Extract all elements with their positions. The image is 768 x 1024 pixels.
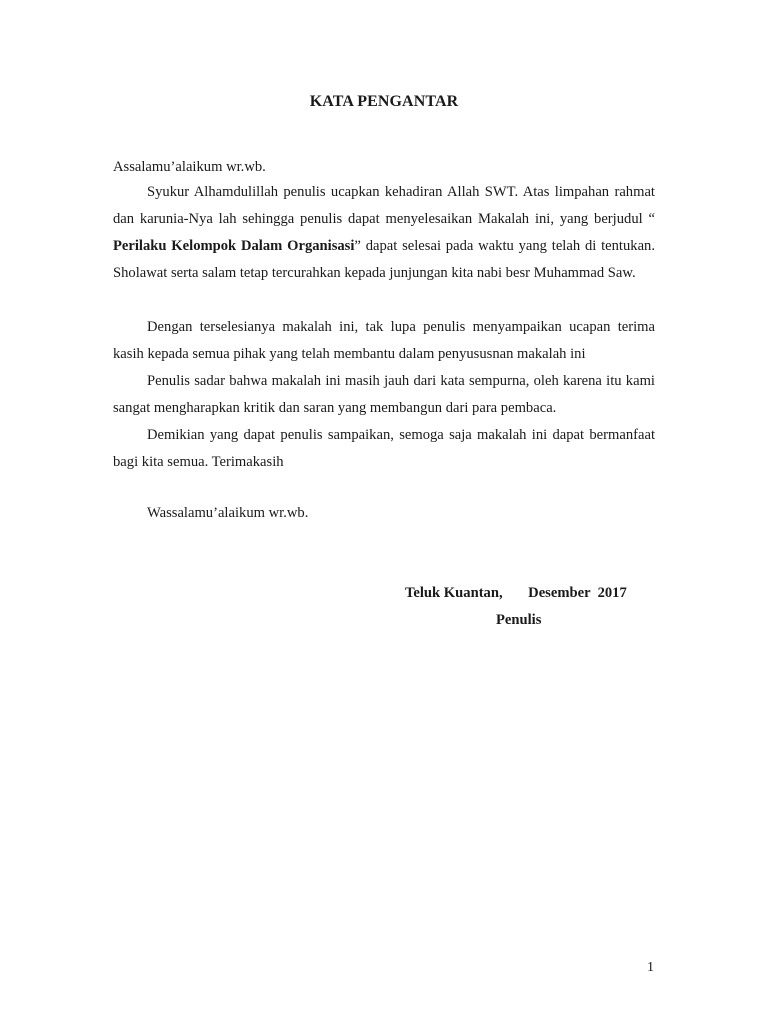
page-title: KATA PENGANTAR (309, 93, 459, 110)
paragraph-feedback-text: Penulis sadar bahwa makalah ini masih jauh dari kata sempurna, oleh karena itu kami sangat mengharapkan kritik dan saran yang membangun dari para pembaca. (113, 373, 655, 416)
page-number: 1 (647, 960, 654, 975)
place-and-date: Teluk Kuantan, Desember 2017 (405, 585, 627, 601)
paragraph-thanks-text: Dengan terselesianya makalah ini, tak lupa penulis menyampaikan ucapan terima kasih kepada semua pihak yang telah membantu dalam penyususnan makalah ini (113, 319, 655, 362)
paragraph-gratitude (113, 179, 655, 287)
paragraph-closing-text: Demikian yang dapat penulis sampaikan, semoga saja makalah ini dapat bermanfaat bagi kita semua. Terimakasih (113, 427, 655, 470)
paragraph-gratitude-text-start: Syukur Alhamdulillah penulis ucapkan kehadiran Allah SWT. Atas limpahan rahmat dan karunia-Nya lah sehingga penulis dapat menyelesaikan Makalah ini, yang berjudul “ (113, 184, 655, 227)
author-signature-label: Penulis (496, 612, 542, 628)
paper-title-bold: Perilaku Kelompok Dalam Organisasi (113, 238, 355, 254)
paragraph-gratitude-text-end: ” dapat selesai pada waktu yang telah di tentukan. Sholawat serta salam tetap tercurahkan kepada junjungan kita nabi besr Muhammad Saw. (113, 238, 655, 281)
paragraph-closing (113, 422, 655, 476)
paragraph-thanks (113, 314, 655, 368)
paragraph-feedback (113, 368, 655, 422)
closing-greeting: Wassalamu’alaikum wr.wb. (147, 505, 309, 521)
opening-greeting: Assalamu’alaikum wr.wb. (113, 159, 266, 175)
